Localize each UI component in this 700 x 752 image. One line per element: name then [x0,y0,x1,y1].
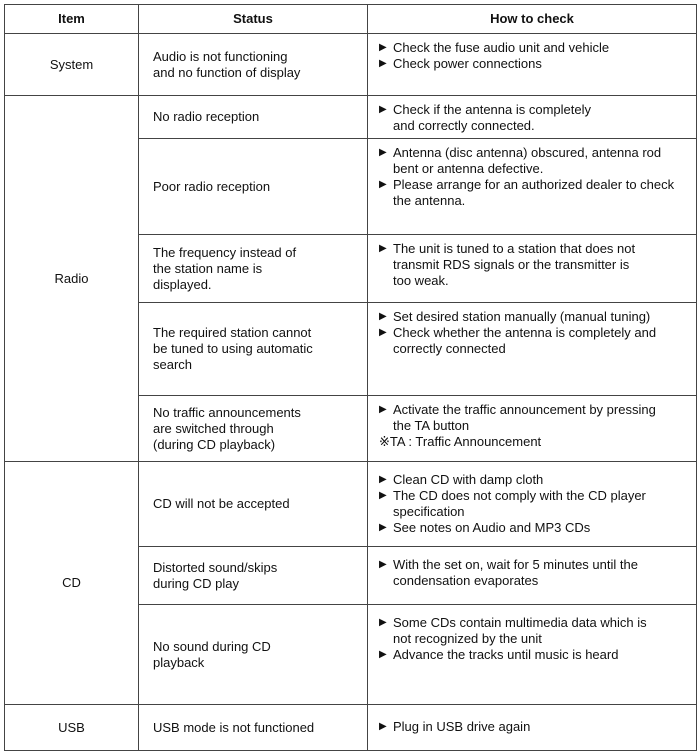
bullet-text [393,402,696,434]
check-cell [368,235,697,303]
bullet-text [393,719,696,735]
bullet-line: The unit is tuned to a station that does not [393,241,636,256]
bullet-text [393,102,696,134]
status-line: during CD play [153,575,239,591]
status-cell [139,605,368,705]
item-cell: System [5,34,139,96]
bullet-line: transmit RDS signals or the transmitter is [393,257,630,272]
check-bullet [379,615,696,647]
bullet-arrow-icon: ▶ [379,721,387,732]
check-bullet [379,472,696,488]
table-row [5,34,697,96]
status-line: be tuned to using automatic [153,341,313,356]
status-line: No radio reception [153,109,260,124]
bullet-arrow-icon: ▶ [379,649,387,660]
status-line: are switched through [153,420,274,436]
check-bullet [379,520,696,536]
header-how-to-check: How to check [368,5,697,34]
item-cell: USB [5,705,139,751]
check-cell [368,605,697,705]
bullet-line: Advance the tracks until music is heard [393,647,619,662]
bullet-arrow-icon: ▶ [379,522,387,533]
bullet-line: Check if the antenna is completely [393,102,591,117]
status-cell [139,303,368,396]
bullet-line: correctly connected [393,341,506,356]
status-line: (during CD playback) [153,436,276,452]
bullet-line: Clean CD with damp cloth [393,472,544,487]
bullet-text [393,557,696,589]
status-line: the station name is [153,260,263,276]
bullet-line: too weak. [393,273,449,288]
status-line: Audio is not functioning [153,48,288,64]
check-bullet [379,719,696,735]
table-row [5,462,697,547]
bullet-text [393,472,696,488]
bullet-text [393,40,696,56]
status-line: search [153,357,193,372]
bullet-text [393,177,696,209]
bullet-text [393,520,696,536]
bullet-line: Antenna (disc antenna) obscured, antenna rod [393,145,662,160]
table-row [5,96,697,139]
bullet-arrow-icon: ▶ [379,327,387,338]
status-line: CD will not be accepted [153,496,290,511]
status-line: Poor radio reception [153,178,271,194]
check-bullet [379,488,696,520]
bullet-text [393,241,696,289]
header-row [5,5,697,34]
status-line: Distorted sound/skips [153,559,278,575]
bullet-arrow-icon: ▶ [379,104,387,115]
bullet-line: Plug in USB drive again [393,719,531,734]
bullet-arrow-icon: ▶ [379,42,387,53]
status-line: USB mode is not functioned [153,719,315,735]
bullet-text [393,647,696,663]
note-text: ※TA : Traffic Announcement [379,434,542,449]
bullet-line: See notes on Audio and MP3 CDs [393,520,591,535]
bullet-line: Activate the traffic announcement by pressing [393,402,656,417]
check-cell [368,139,697,235]
bullet-arrow-icon: ▶ [379,179,387,190]
bullet-line: Check whether the antenna is completely and [393,325,657,340]
check-bullet [379,102,696,134]
status-cell [139,462,368,547]
status-cell [139,235,368,303]
check-cell [368,462,697,547]
bullet-text [393,309,696,325]
bullet-line: With the set on, wait for 5 minutes until the [393,557,638,572]
bullet-arrow-icon: ▶ [379,474,387,485]
bullet-arrow-icon: ▶ [379,58,387,69]
check-bullet [379,145,696,177]
bullet-arrow-icon: ▶ [379,147,387,158]
bullet-arrow-icon: ▶ [379,490,387,501]
status-line: The frequency instead of [153,244,297,260]
check-bullet [379,241,696,289]
item-cell: CD [5,462,139,705]
check-bullet [379,309,696,325]
status-line: The required station cannot [153,325,312,340]
check-bullet [379,557,696,589]
check-bullet [379,647,696,663]
bullet-arrow-icon: ▶ [379,243,387,254]
status-line: No traffic announcements [153,404,301,420]
bullet-text [393,488,696,520]
table-body [5,34,697,751]
status-line: No sound during CD [153,638,271,654]
bullet-line: Set desired station manually (manual tuning) [393,309,651,324]
bullet-line: specification [393,504,465,519]
status-cell [139,396,368,462]
bullet-line: Please arrange for an authorized dealer to check [393,177,675,192]
check-bullet [379,177,696,209]
check-cell [368,303,697,396]
bullet-text [393,56,696,72]
bullet-text [393,615,696,647]
troubleshooting-table [4,4,697,751]
item-cell: Radio [5,96,139,462]
bullet-line: the antenna. [393,193,466,208]
bullet-arrow-icon: ▶ [379,404,387,415]
bullet-line: condensation evaporates [393,573,539,588]
bullet-line: Some CDs contain multimedia data which is [393,615,647,630]
table-row [5,705,697,751]
header-status: Status [139,5,368,34]
status-cell [139,34,368,96]
check-cell [368,705,697,751]
status-cell [139,139,368,235]
bullet-line: the TA button [393,418,470,433]
bullet-arrow-icon: ▶ [379,311,387,322]
bullet-line: The CD does not comply with the CD player [393,488,646,503]
check-cell [368,396,697,462]
bullet-arrow-icon: ▶ [379,559,387,570]
check-bullet [379,56,696,72]
status-cell [139,705,368,751]
check-cell [368,34,697,96]
bullet-line: Check power connections [393,56,542,71]
check-bullet [379,402,696,434]
status-cell [139,547,368,605]
check-cell [368,547,697,605]
status-cell [139,96,368,139]
bullet-line: bent or antenna defective. [393,161,544,176]
status-line: and no function of display [153,64,301,80]
bullet-line: not recognized by the unit [393,631,542,646]
bullet-text [393,325,696,357]
header-item: Item [5,5,139,34]
bullet-line: Check the fuse audio unit and vehicle [393,40,610,55]
bullet-text [393,145,696,177]
bullet-arrow-icon: ▶ [379,617,387,628]
bullet-line: and correctly connected. [393,118,535,133]
status-line: displayed. [153,276,212,292]
check-cell [368,96,697,139]
check-bullet [379,325,696,357]
status-line: playback [153,654,205,670]
check-bullet [379,40,696,56]
